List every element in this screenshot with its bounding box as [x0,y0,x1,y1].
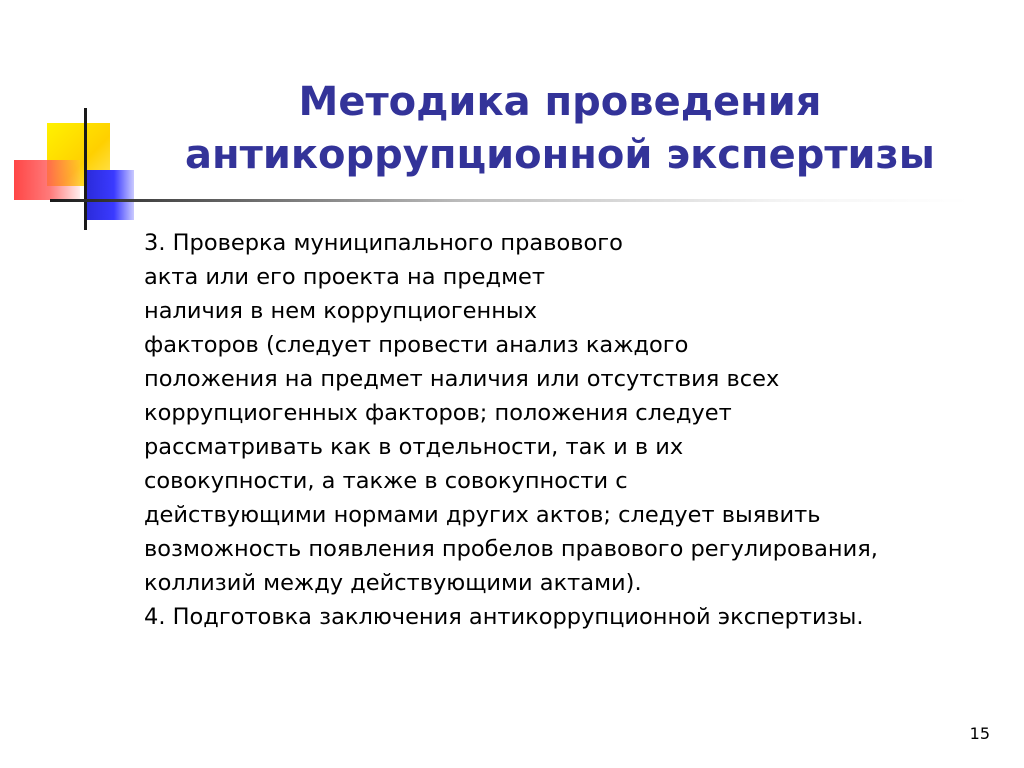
body-line: возможность появления пробелов правового регулирования, [144,536,878,562]
body-line: рассматривать как в отдельности, так и в их [144,434,684,460]
body-line: совокупности, а также в совокупности с [144,468,628,494]
slide-title-line-2: антикоррупционной экспертизы [185,132,935,179]
slide-body [144,226,984,634]
slide-title [150,76,970,182]
body-line: 3. Проверка муниципального правового [144,230,623,256]
body-line: коррупциогенных факторов; положения следует [144,400,732,426]
body-line: коллизий между действующими актами). [144,570,642,596]
body-line: акта или его проекта на предмет [144,264,545,290]
slide-title-line-1: Методика проведения [298,79,822,125]
body-line: наличия в нем коррупциогенных [144,298,538,324]
body-line: факторов (следует провести анализ каждого [144,332,689,358]
body-line: положения на предмет наличия или отсутствия всех [144,366,780,392]
page-number: 15 [969,724,990,743]
body-line: 4. Подготовка заключения антикоррупционной экспертизы. [144,604,864,630]
body-line: действующими нормами других актов; следует выявить [144,502,821,528]
title-underline-rule [50,199,970,202]
blue-square [84,170,134,220]
red-square [14,160,80,200]
vertical-rule [84,108,87,230]
